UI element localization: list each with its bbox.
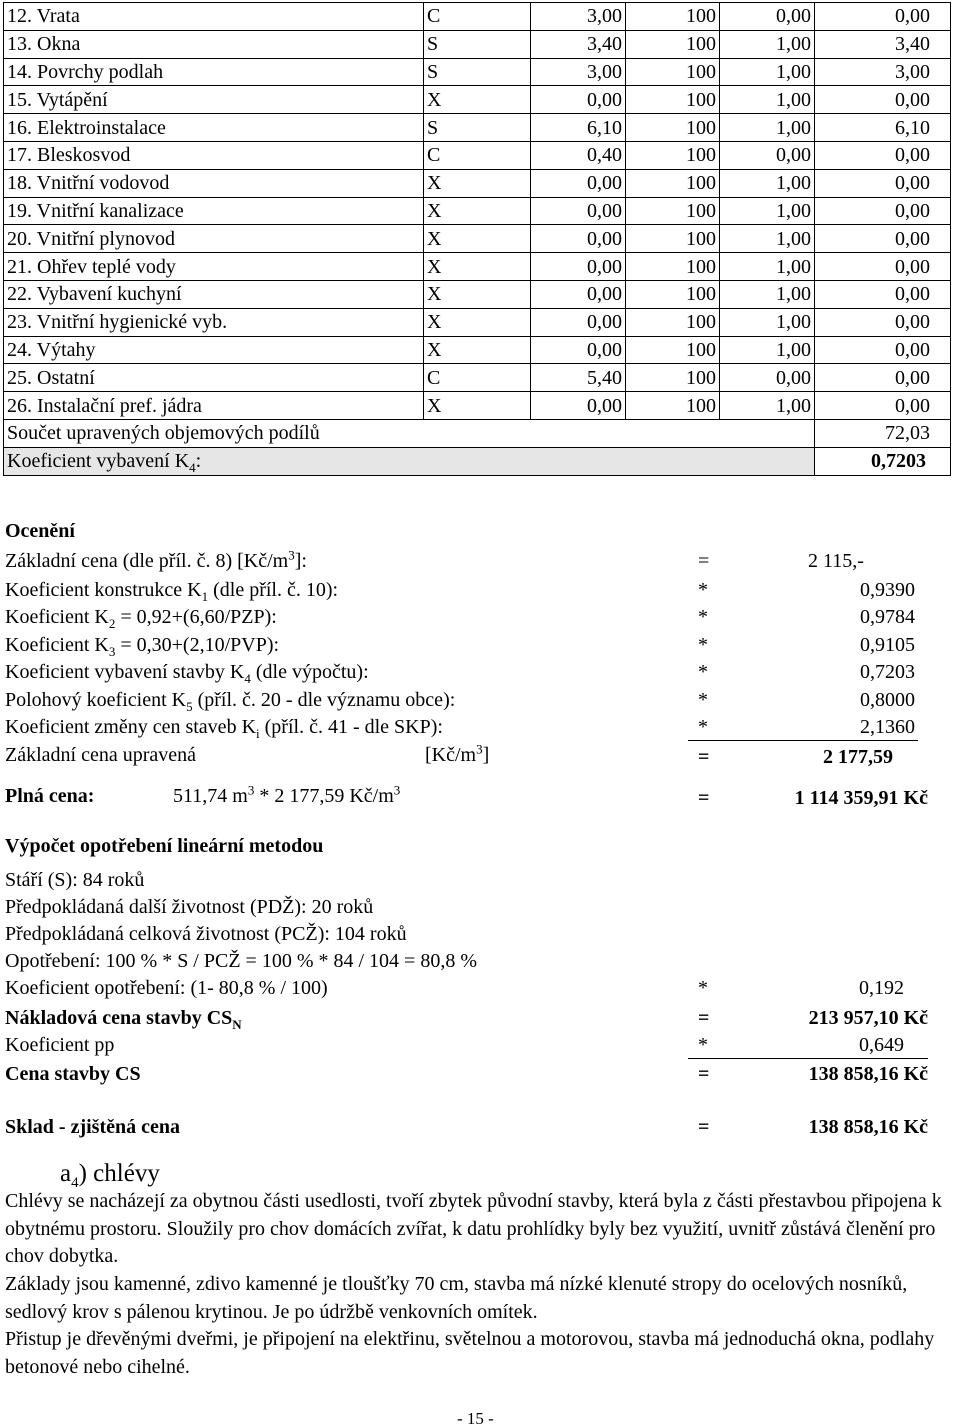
row-coefficient: 1,00 (720, 392, 815, 420)
page-number: - 15 - (457, 1409, 494, 1428)
pp-coef-label: Koeficient pp (5, 1034, 115, 1056)
row-share: 0,00 (531, 169, 626, 197)
building-price-op: = (698, 1063, 710, 1085)
row-name: 26. Instalační pref. jádra (4, 392, 424, 420)
base-price-label: Základní cena (dle příl. č. 8) $[Kč/m^3]$: (5, 547, 307, 572)
row-share: 0,00 (531, 308, 626, 336)
row-percent: 100 (626, 392, 720, 420)
row-share: 0,00 (531, 197, 626, 225)
row-percent: 100 (626, 225, 720, 253)
row-adjusted-share: 0,00 (815, 253, 951, 281)
row-percent: 100 (626, 141, 720, 169)
adjusted-price-value: 2 177,59 (823, 746, 893, 768)
table-row (4, 141, 951, 169)
row-coefficient: 1,00 (720, 197, 815, 225)
k2-label: Koeficient $K_2 = 0,92+(6,60/PZP)$: (5, 606, 277, 631)
base-price-value: 2 115,- (808, 550, 864, 572)
row-share: 0,00 (531, 253, 626, 281)
row-percent: 100 (626, 364, 720, 392)
total-life-line: Předpokládaná celková životnost (PCŽ): 104 roků (5, 923, 407, 945)
age-line: Stáří (S): 84 roků (5, 869, 145, 891)
row-category: S (424, 58, 531, 86)
row-category: X (424, 336, 531, 364)
k4-coef-op: * (698, 661, 708, 683)
row-name: 24. Výtahy (4, 336, 424, 364)
k1-value: 0,9390 (860, 579, 915, 601)
section-a4-paragraph-3: Přistup je dřevěnými dveřmi, je připojení na elektřinu, světelnou a motorovou, stavba má jednoduchá okna, podlahy betonové nebo cihelné. (5, 1328, 935, 1378)
row-name: 25. Ostatní (4, 364, 424, 392)
row-coefficient: 0,00 (720, 3, 815, 31)
row-coefficient: 1,00 (720, 280, 815, 308)
building-price-value: 138 858,16 Kč (808, 1063, 928, 1085)
row-coefficient: 0,00 (720, 364, 815, 392)
row-name: 18. Vnitřní vodovod (4, 169, 424, 197)
sklad-label: Sklad - zjištěná cena (5, 1116, 180, 1138)
row-category: C (424, 141, 531, 169)
remaining-life-line: Předpokládaná další životnost (PDŽ): 20 roků (5, 896, 374, 918)
k1-label: Koeficient konstrukce $K_1$ (dle příl. č. 10): (5, 579, 339, 604)
row-coefficient: 0,00 (720, 141, 815, 169)
sum-row (4, 419, 951, 447)
wear-line: Opotřebení: 100 % * S / PCŽ = 100 % * 84 / 104 = 80,8 % (5, 950, 477, 972)
oceneni-heading: Ocenění (5, 520, 75, 542)
row-coefficient: 1,00 (720, 336, 815, 364)
row-name: 22. Vybavení kuchyní (4, 280, 424, 308)
row-percent: 100 (626, 114, 720, 142)
row-percent: 100 (626, 253, 720, 281)
row-adjusted-share: 0,00 (815, 392, 951, 420)
k1-op: * (698, 579, 708, 601)
k3-value: 0,9105 (860, 634, 915, 656)
row-name: 23. Vnitřní hygienické vyb. (4, 308, 424, 336)
row-category: X (424, 86, 531, 114)
row-name: 21. Ohřev teplé vody (4, 253, 424, 281)
cost-price-label: Nákladová cena stavby $CS_N$ (5, 1007, 242, 1032)
full-price-calc: 511,74 $m^3 * 2$ 177,59 $Kč/m^3$ (173, 782, 401, 807)
row-category: C (424, 3, 531, 31)
k4-coef-label: Koeficient vybavení stavby $K_4$ (dle výpočtu): (5, 661, 369, 686)
sum-value: 72,03 (815, 419, 951, 447)
base-price-op: = (698, 550, 710, 572)
row-category: C (424, 364, 531, 392)
row-adjusted-share: 0,00 (815, 364, 951, 392)
wear-coef-value: 0,192 (859, 977, 904, 999)
row-percent: 100 (626, 308, 720, 336)
sklad-op: = (698, 1116, 710, 1138)
table-row (4, 308, 951, 336)
sklad-value: 138 858,16 Kč (808, 1116, 928, 1138)
table-row (4, 253, 951, 281)
adjusted-price-label: Základní cena upravená (5, 744, 197, 766)
k4-value: 0,7203 (815, 447, 951, 475)
row-name: 16. Elektroinstalace (4, 114, 424, 142)
adjusted-price-op: = (698, 746, 710, 768)
equipment-table-body (4, 3, 951, 420)
sum-label: Součet upravených objemových podílů (4, 419, 815, 447)
row-adjusted-share: 0,00 (815, 3, 951, 31)
row-coefficient: 1,00 (720, 30, 815, 58)
ki-value: 2,1360 (860, 716, 915, 738)
row-adjusted-share: 0,00 (815, 280, 951, 308)
row-category: X (424, 280, 531, 308)
table-row (4, 86, 951, 114)
row-percent: 100 (626, 30, 720, 58)
pp-coef-value: 0,649 (859, 1034, 904, 1056)
row-share: 3,00 (531, 58, 626, 86)
wear-coef-op: * (698, 977, 708, 999)
row-adjusted-share: 0,00 (815, 86, 951, 114)
row-share: 0,40 (531, 141, 626, 169)
row-coefficient: 1,00 (720, 308, 815, 336)
row-percent: 100 (626, 197, 720, 225)
row-name: 20. Vnitřní plynovod (4, 225, 424, 253)
row-category: X (424, 225, 531, 253)
ki-label: Koeficient změny cen staveb $K_i$ (příl. č. 41 - dle SKP): (5, 716, 443, 741)
row-category: X (424, 308, 531, 336)
k3-label: Koeficient $K_3 = 0,30+(2,10/PVP)$: (5, 634, 280, 659)
full-price-value: 1 114 359,91 Kč (794, 787, 928, 809)
row-coefficient: 1,00 (720, 253, 815, 281)
full-price-label: Plná cena: (5, 785, 95, 807)
section-a4-paragraph-2: Základy jsou kamenné, zdivo kamenné je tloušťky 70 cm, stavba má nízké klenuté stropy do ocelových nosníků, sedlový krov s pálenou krytinou. Je po údržbě venkovních omítek. (5, 1273, 908, 1323)
row-percent: 100 (626, 169, 720, 197)
row-share: 0,00 (531, 86, 626, 114)
table-row (4, 364, 951, 392)
row-share: 0,00 (531, 336, 626, 364)
table-row (4, 197, 951, 225)
row-adjusted-share: 3,00 (815, 58, 951, 86)
row-name: 15. Vytápění (4, 86, 424, 114)
full-price-op: = (698, 787, 710, 809)
row-adjusted-share: 0,00 (815, 308, 951, 336)
row-adjusted-share: 0,00 (815, 141, 951, 169)
row-coefficient: 1,00 (720, 225, 815, 253)
building-price-label: Cena stavby CS (5, 1063, 141, 1085)
row-percent: 100 (626, 58, 720, 86)
table-row (4, 280, 951, 308)
row-adjusted-share: 0,00 (815, 169, 951, 197)
table-row (4, 114, 951, 142)
row-name: 14. Povrchy podlah (4, 58, 424, 86)
k3-op: * (698, 634, 708, 656)
row-adjusted-share: 0,00 (815, 336, 951, 364)
row-coefficient: 1,00 (720, 58, 815, 86)
row-category: S (424, 114, 531, 142)
row-share: 0,00 (531, 225, 626, 253)
k4-label: Koeficient vybavení $K_4$: (4, 447, 815, 475)
equipment-table-footer (4, 419, 951, 475)
table-row (4, 336, 951, 364)
table-row (4, 392, 951, 420)
equipment-table (3, 2, 951, 476)
row-share: 6,10 (531, 114, 626, 142)
row-coefficient: 1,00 (720, 114, 815, 142)
depreciation-heading: Výpočet opotřebení lineární metodou (5, 835, 324, 857)
row-category: X (424, 197, 531, 225)
section-a4-paragraph-1: Chlévy se nacházejí za obytnou části usedlosti, tvoří zbytek původní stavby, která byla z části přestavbou připojena k obytnému prostoru. Sloužily pro chov domácích zvířat, k datu prohlídky byly bez využití, uvnitř zůstává členění pro chov dobytka. (5, 1190, 942, 1267)
table-row (4, 58, 951, 86)
row-category: S (424, 30, 531, 58)
ki-underline (688, 740, 918, 741)
k5-label: Polohový koeficient $K_5$ (příl. č. 20 - dle významu obce): (5, 689, 456, 714)
row-share: 3,00 (531, 3, 626, 31)
table-row (4, 225, 951, 253)
row-share: 3,40 (531, 30, 626, 58)
k5-op: * (698, 689, 708, 711)
row-share: 5,40 (531, 364, 626, 392)
wear-coef-label: Koeficient opotřebení: (1- 80,8 % / 100) (5, 977, 328, 999)
row-category: X (424, 253, 531, 281)
row-percent: 100 (626, 3, 720, 31)
cost-price-op: = (698, 1007, 710, 1029)
table-row (4, 169, 951, 197)
row-adjusted-share: 3,40 (815, 30, 951, 58)
row-share: 0,00 (531, 392, 626, 420)
row-adjusted-share: 6,10 (815, 114, 951, 142)
pp-underline (688, 1058, 928, 1059)
pp-coef-op: * (698, 1034, 708, 1056)
row-adjusted-share: 0,00 (815, 197, 951, 225)
k4-coef-value: 0,7203 (860, 661, 915, 683)
k4-row (4, 447, 951, 475)
k2-op: * (698, 606, 708, 628)
row-adjusted-share: 0,00 (815, 225, 951, 253)
row-category: X (424, 392, 531, 420)
row-coefficient: 1,00 (720, 169, 815, 197)
row-name: 17. Bleskosvod (4, 141, 424, 169)
cost-price-value: 213 957,10 Kč (808, 1007, 928, 1029)
row-name: 12. Vrata (4, 3, 424, 31)
row-percent: 100 (626, 336, 720, 364)
row-percent: 100 (626, 280, 720, 308)
row-coefficient: 1,00 (720, 86, 815, 114)
ki-op: * (698, 716, 708, 738)
k2-value: 0,9784 (860, 606, 915, 628)
k5-value: 0,8000 (860, 689, 915, 711)
table-row (4, 30, 951, 58)
row-percent: 100 (626, 86, 720, 114)
row-category: X (424, 169, 531, 197)
row-name: 13. Okna (4, 30, 424, 58)
section-a4-title: $a_4$) chlévy (60, 1160, 160, 1191)
row-name: 19. Vnitřní kanalizace (4, 197, 424, 225)
table-row (4, 3, 951, 31)
adjusted-price-unit: $[Kč/m^3]$ (425, 741, 490, 766)
row-share: 0,00 (531, 280, 626, 308)
